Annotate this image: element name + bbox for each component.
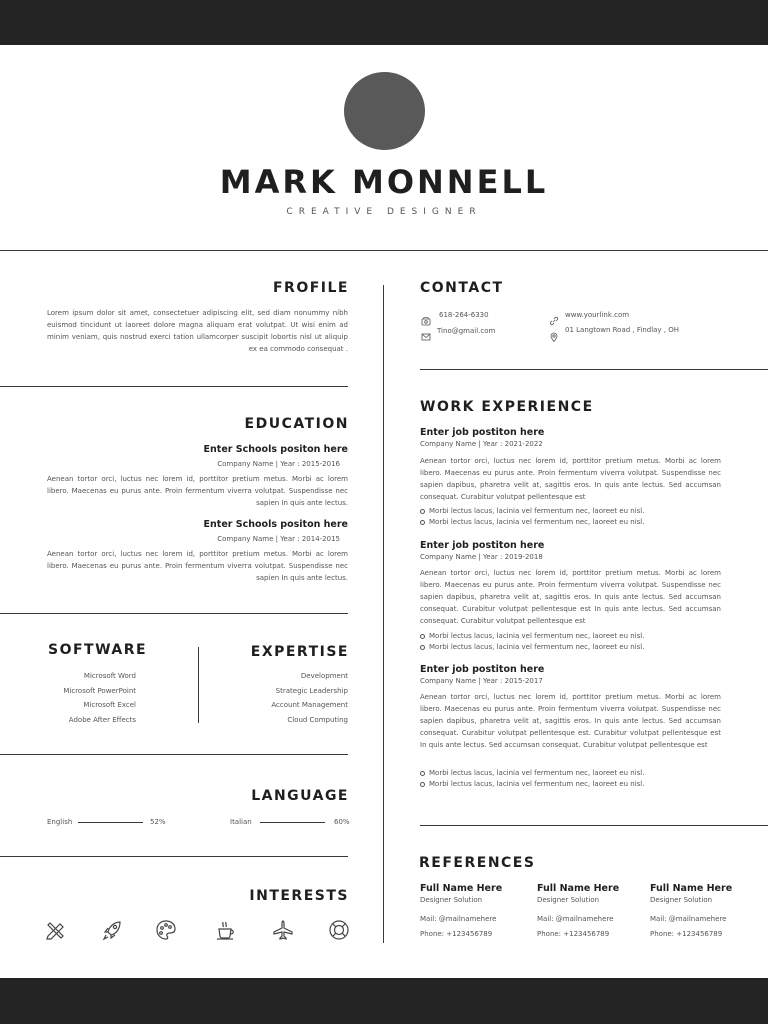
job-bullet: Morbi lectus lacus, lacinia vel fermentum nec, laoreet eu nisl. — [420, 506, 644, 517]
contact-heading: CONTACT — [420, 280, 504, 296]
reference-mail: Mail: @mailnamehere — [537, 915, 614, 923]
language-heading: LANGUAGE — [251, 788, 349, 804]
education-heading: EDUCATION — [244, 416, 349, 432]
reference-role: Designer Solution — [420, 896, 483, 904]
language-name: Italian — [230, 818, 252, 826]
job-bullet: Morbi lectus lacus, lacinia vel fermentum nec, laoreet eu nisl. — [420, 631, 644, 642]
job-bullets — [420, 506, 644, 528]
divider — [420, 369, 768, 370]
interests-heading: INTERESTS — [249, 888, 349, 904]
reference-phone: Phone: +123456789 — [650, 930, 723, 938]
job-bullets — [420, 768, 644, 790]
expertise-item: Development — [300, 672, 348, 680]
profile-text: Lorem ipsum dolor sit amet, consectetuer adipiscing elit, sed diam nonummy nibh euismod tincidunt ut laoreet dolore magna aliquam erat volutpat. Ut wisi enim ad minim veniam, quis nostrud exerci tation ullamcorper suscipit lobortis nisl ut aliquip ex ea commodo consequat . — [47, 309, 348, 353]
job-bullets — [420, 631, 644, 653]
divider — [0, 386, 348, 387]
job-bullet: Morbi lectus lacus, lacinia vel fermentum nec, laoreet eu nisl. — [420, 779, 644, 790]
reference-role: Designer Solution — [650, 896, 713, 904]
location-pin-icon — [549, 327, 559, 337]
job-bullet: Morbi lectus lacus, lacinia vel fermentum nec, laoreet eu nisl. — [420, 517, 644, 528]
reference-role: Designer Solution — [537, 896, 600, 904]
rocket-icon — [101, 919, 123, 941]
header-divider — [0, 250, 768, 251]
candidate-title: CREATIVE DESIGNER — [286, 207, 482, 217]
candidate-name: MARK MONNELL — [219, 163, 549, 201]
reference-phone: Phone: +123456789 — [537, 930, 610, 938]
expertise-list — [271, 669, 348, 728]
top-bar — [0, 0, 768, 45]
software-item: Microsoft Excel — [83, 701, 136, 710]
email-icon — [421, 327, 431, 337]
lifebuoy-icon — [328, 919, 350, 941]
education-title: Enter Schools positon here — [203, 444, 348, 455]
avatar — [344, 72, 425, 150]
reference-phone: Phone: +123456789 — [420, 930, 493, 938]
job-meta: Company Name | Year : 2019-2018 — [420, 553, 543, 561]
divider — [0, 856, 348, 857]
pencil-ruler-icon — [45, 919, 67, 941]
link-icon — [549, 311, 559, 321]
education-meta: Company Name | Year : 2015-2016 — [217, 460, 340, 468]
education-title: Enter Schools positon here — [203, 519, 348, 530]
reference-name: Full Name Here — [650, 883, 733, 894]
contact-website[interactable]: www.yourlink.com — [565, 311, 630, 319]
references-heading: REFERENCES — [419, 855, 536, 871]
software-heading: SOFTWARE — [48, 642, 148, 658]
phone-icon — [421, 311, 431, 321]
profile-heading: FROFILE — [272, 280, 349, 296]
reference-name: Full Name Here — [537, 883, 620, 894]
software-item: Adobe After Effects — [68, 716, 136, 725]
expertise-heading: EXPERTISE — [250, 644, 349, 660]
job-bullet: Morbi lectus lacus, lacinia vel fermentum nec, laoreet eu nisl. — [420, 642, 644, 653]
palette-icon — [155, 919, 177, 941]
education-text: Aenean tortor orci, luctus nec lorem id, porttitor pretium metus. Morbi ac lorem libero. Maecenas eu purus ante. Proin fermentum viverra volutpat. Suspendisse nec sapien In quis ante lectus. — [47, 475, 348, 507]
coffee-cup-icon — [215, 919, 237, 941]
reference-mail: Mail: @mailnamehere — [650, 915, 727, 923]
airplane-icon — [272, 919, 294, 941]
divider — [0, 754, 348, 755]
column-divider — [383, 285, 384, 943]
divider — [420, 825, 768, 826]
language-name: English — [47, 818, 73, 826]
skills-divider — [198, 647, 199, 723]
job-title: Enter job postiton here — [420, 540, 545, 551]
contact-address: 01 Langtown Road , Findlay , OH — [565, 326, 680, 334]
software-item: Microsoft PowerPoint — [63, 686, 136, 695]
software-list — [63, 669, 136, 728]
expertise-item: Strategic Leadership — [275, 686, 348, 695]
reference-name: Full Name Here — [420, 883, 503, 894]
reference-mail: Mail: @mailnamehere — [420, 915, 497, 923]
expertise-item: Account Management — [271, 701, 348, 710]
bottom-bar — [0, 978, 768, 1024]
job-description: Aenean tortor orci, luctus nec lorem id, porttitor pretium metus. Morbi ac lorem libero. Maecenas eu purus ante. Proin fermentum viverra volutpat. Suspendisse nec sapien dapibus, pharetra velit at, sagittis eros. In quis ante lectus. Sed accumsan consequat. Curabitur volutpat pellentesque est — [420, 457, 721, 501]
contact-email[interactable]: Tino@gmail.com — [437, 327, 496, 335]
divider — [0, 613, 348, 614]
job-meta: Company Name | Year : 2015-2017 — [420, 677, 543, 685]
education-meta: Company Name | Year : 2014-2015 — [217, 535, 340, 543]
expertise-item: Cloud Computing — [287, 716, 348, 725]
software-item: Microsoft Word — [83, 672, 136, 680]
contact-phone: 618-264-6330 — [439, 311, 489, 319]
language-percent: 52% — [150, 818, 166, 826]
language-level-line — [78, 822, 143, 823]
job-meta: Company Name | Year : 2021-2022 — [420, 440, 543, 448]
language-percent: 60% — [334, 818, 350, 826]
language-level-line — [260, 822, 325, 823]
job-title: Enter job postiton here — [420, 427, 545, 438]
job-description: Aenean tortor orci, luctus nec lorem id, porttitor pretium metus. Morbi ac lorem libero. Maecenas eu purus ante. Proin fermentum viverra volutpat. Suspendisse nec sapien dapibus, pharetra velit at, sagittis eros. In quis ante lectus. Sed accumsan consequat. Curabitur volutpat pellentesque est. Curabitur volutpat pellentesque est In quis ante lectus. Sed accumsan consequat. Curabitur volutpat pellentesque est — [420, 693, 721, 749]
job-title: Enter job postiton here — [420, 664, 545, 675]
job-bullet: Morbi lectus lacus, lacinia vel fermentum nec, laoreet eu nisl. — [420, 768, 644, 779]
education-text: Aenean tortor orci, luctus nec lorem id, porttitor pretium metus. Morbi ac lorem libero. Maecenas eu purus ante. Proin fermentum viverra volutpat. Suspendisse nec sapien In quis ante lectus. — [47, 550, 348, 582]
work-heading: WORK EXPERIENCE — [420, 399, 594, 415]
job-description: Aenean tortor orci, luctus nec lorem id, porttitor pretium metus. Morbi ac lorem libero. Maecenas eu purus ante. Proin fermentum viverra volutpat. Suspendisse nec sapien dapibus, pharetra velit at, sagittis eros. In quis ante lectus. Sed accumsan consequat. Curabitur volutpat pellentesque est In quis ante lectus. Sed accumsan consequat. Curabitur volutpat pellentesque est — [420, 569, 721, 625]
